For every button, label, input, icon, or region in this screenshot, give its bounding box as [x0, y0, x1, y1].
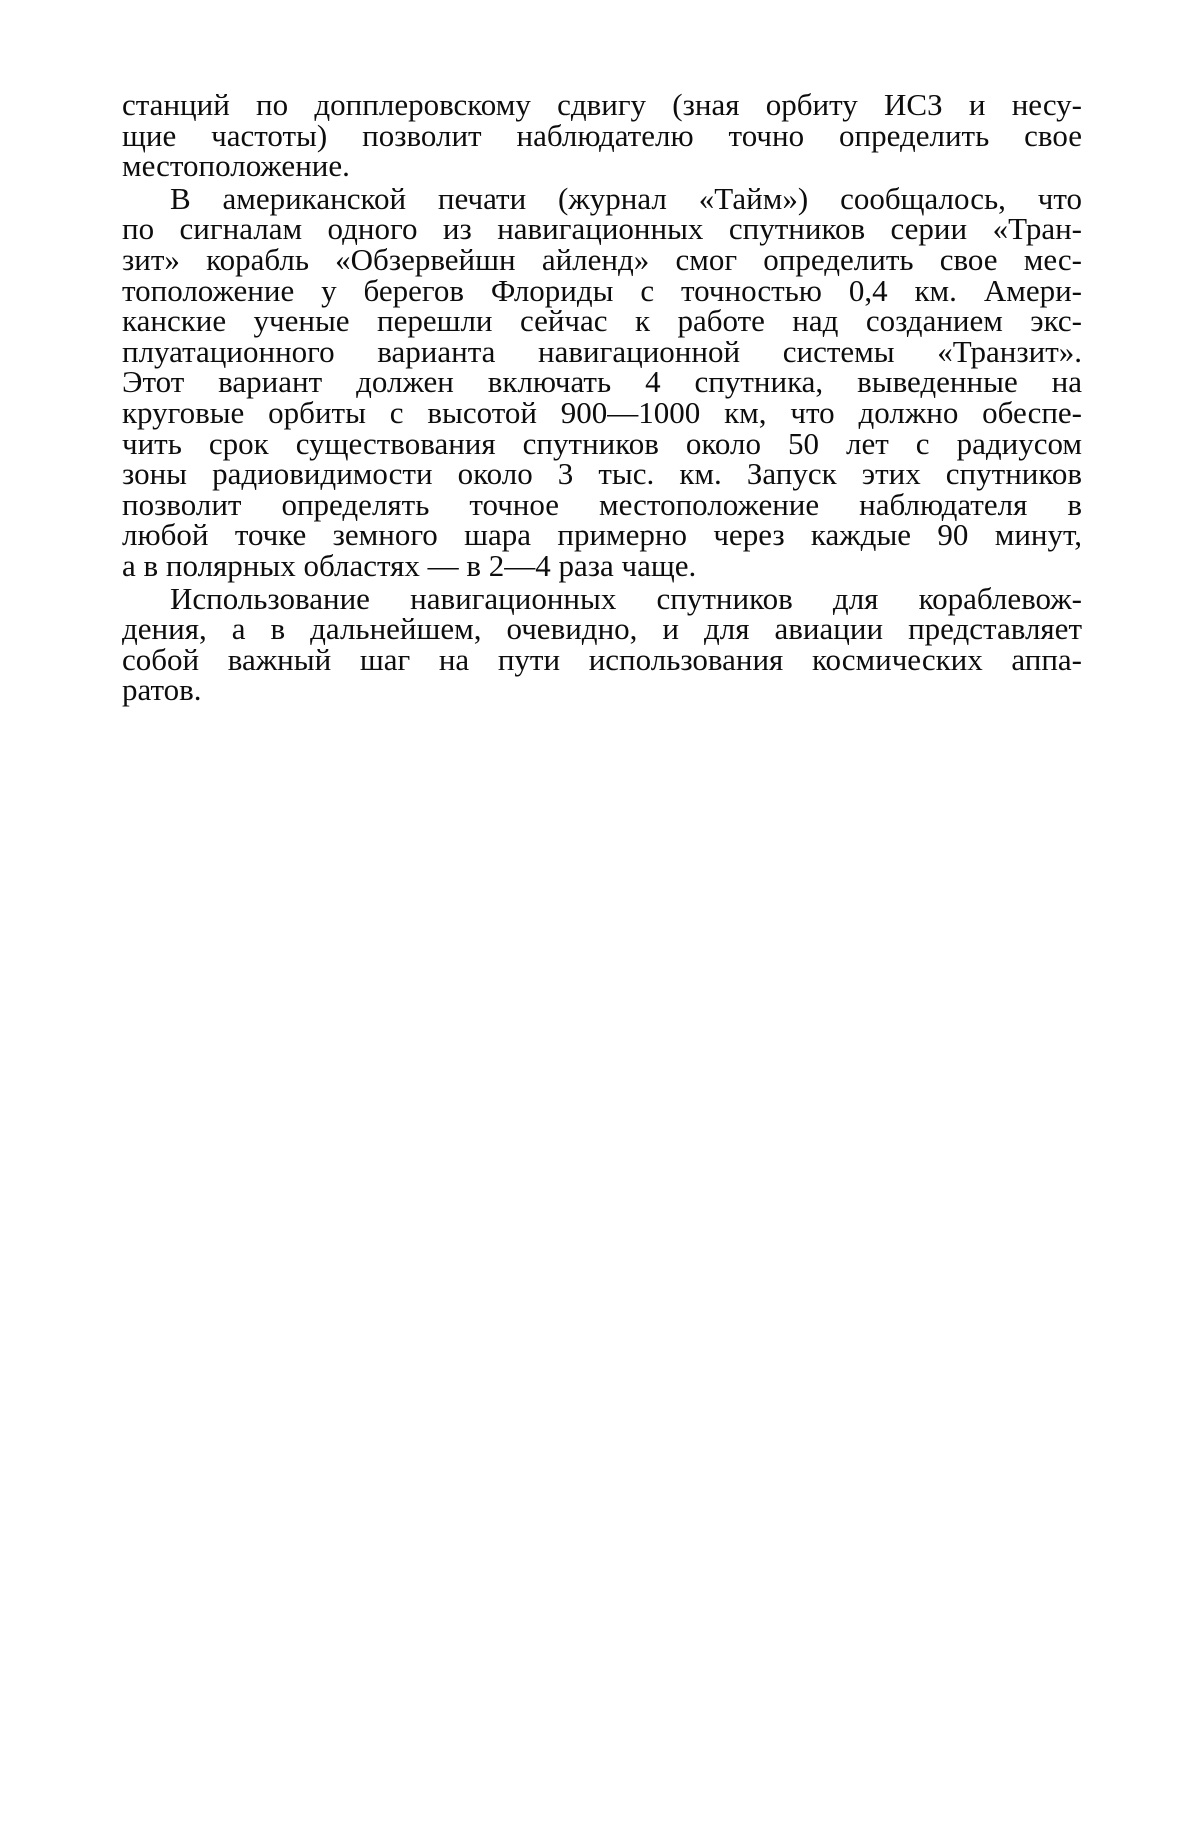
text-line: плуатационного варианта навигационной системы «Транзит».	[122, 333, 1082, 369]
text-line: В американской печати (журнал «Тайм») сообщалось, что	[170, 180, 1082, 216]
text-line: зит» корабль «Обзервейшн айленд» смог определить свое мес-	[122, 241, 1082, 277]
text-line: а в полярных областях — в 2—4 раза чаще.	[122, 547, 697, 583]
text-line: канские ученые перешли сейчас к работе над созданием экс-	[122, 303, 1082, 339]
text-line: зоны радиовидимости около 3 тыс. км. Запуск этих спутников	[122, 456, 1082, 492]
paragraph-3	[122, 580, 1082, 708]
text-line: чить срок существования спутников около 50 лет с радиусом	[122, 425, 1082, 461]
paragraph-1	[122, 87, 1082, 184]
text-line: тоположение у берегов Флориды с точностью 0,4 км. Амери-	[122, 272, 1082, 308]
text-line: станций по допплеровскому сдвигу (зная орбиту ИСЗ и несу-	[122, 87, 1082, 122]
text-line: позволит определять точное местоположение наблюдателя в	[122, 486, 1082, 522]
text-line: собой важный шаг на пути использования космических аппа-	[122, 641, 1082, 677]
text-line: щие частоты) позволит наблюдателю точно определить свое	[122, 117, 1082, 153]
text-line: дения, а в дальнейшем, очевидно, и для авиации представляет	[122, 611, 1082, 647]
text-line: любой точке земного шара примерно через каждые 90 минут,	[122, 517, 1082, 553]
paragraph-2	[122, 180, 1082, 583]
text-line: круговые орбиты с высотой 900—1000 км, что должно обеспе-	[122, 394, 1082, 430]
text-line: Использование навигационных спутников для кораблевож-	[170, 580, 1082, 616]
text-line: Этот вариант должен включать 4 спутника, выведенные на	[122, 364, 1082, 400]
text-line: местоположение.	[122, 148, 350, 184]
text-line: по сигналам одного из навигационных спутников серии «Тран-	[122, 211, 1082, 247]
document-page	[122, 87, 1082, 708]
text-line: ратов.	[122, 672, 202, 708]
